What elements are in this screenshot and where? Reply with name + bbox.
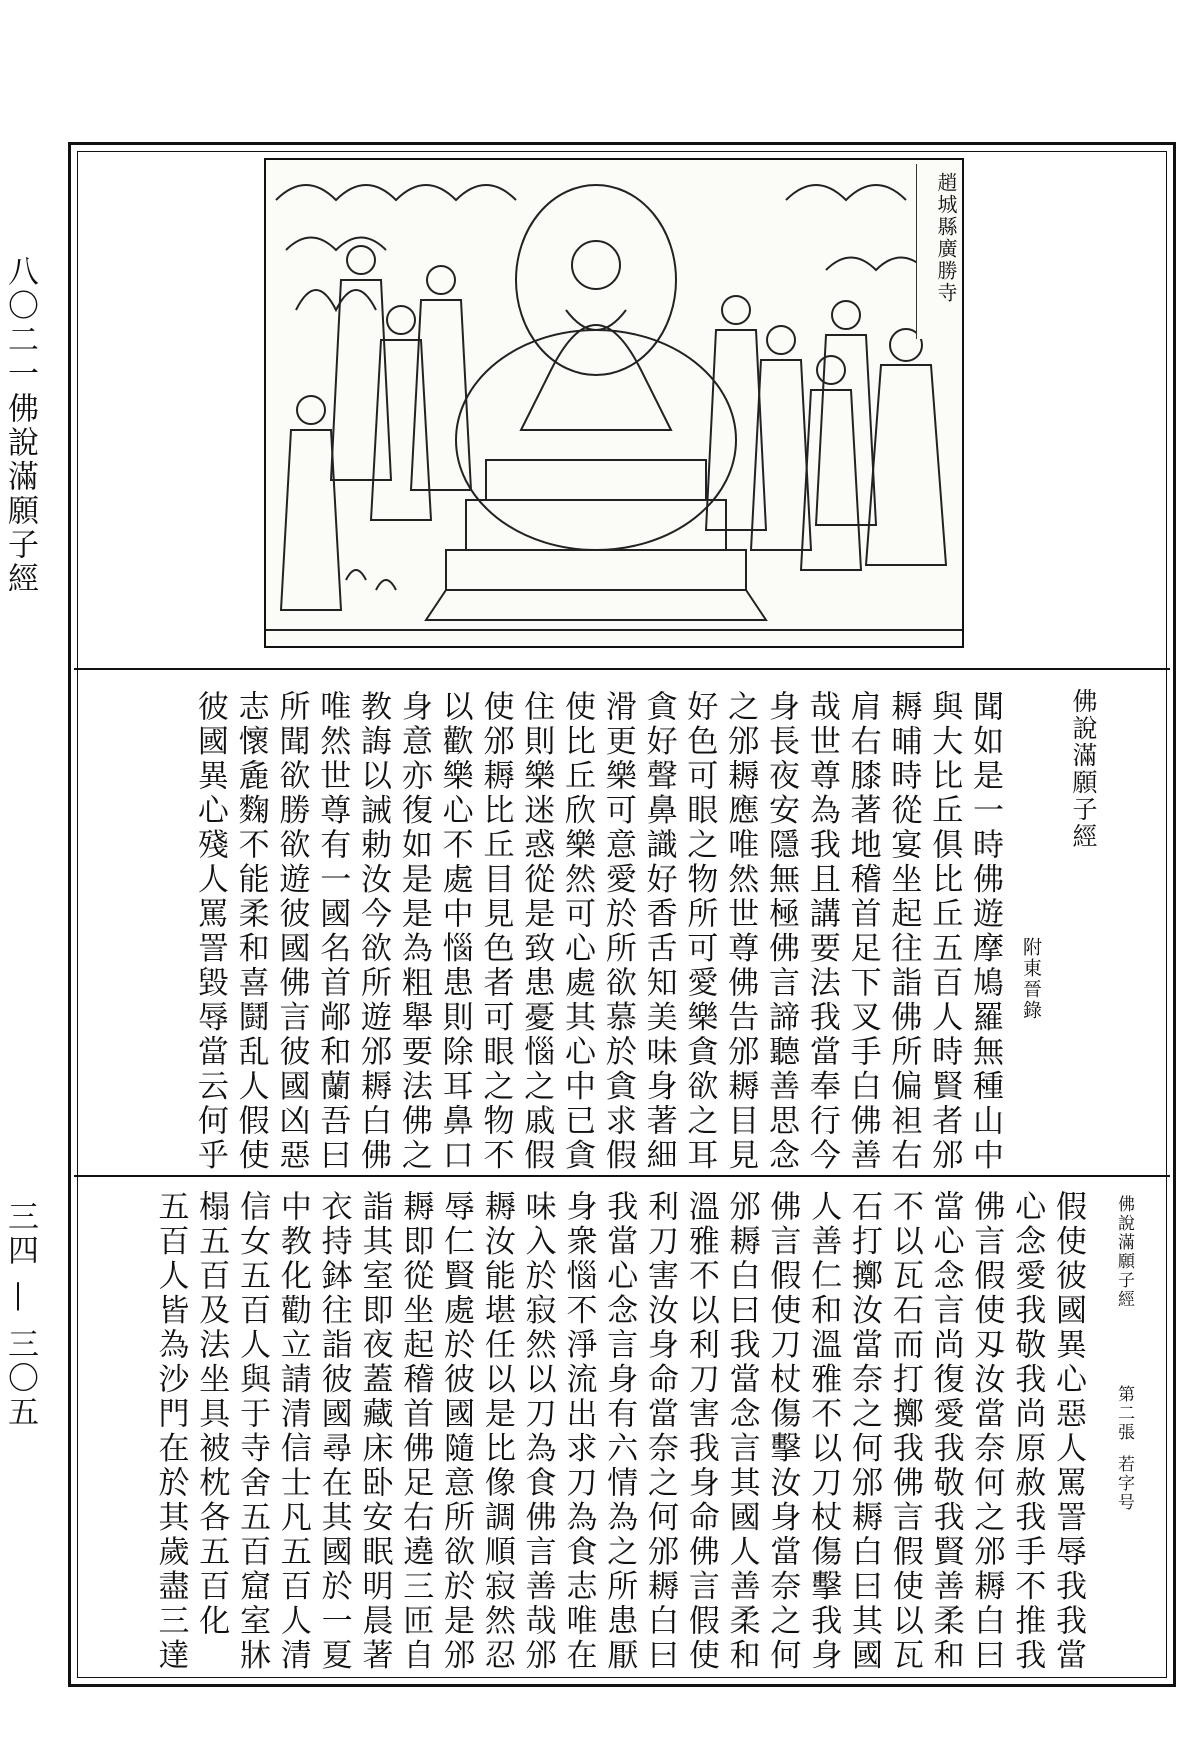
woodblock-illustration xyxy=(264,158,964,648)
text-column: 不以瓦石而打擲我佛言假使以瓦 xyxy=(886,1190,923,1673)
text-column: 身長夜安隱無極佛言諦聽善思念 xyxy=(763,690,800,1173)
text-column: 以歡樂心不處中惱患則除耳鼻口 xyxy=(436,690,473,1173)
text-column: 聞如是一時佛遊摩鳩羅無種山中 xyxy=(967,690,1003,1173)
running-header-page: 第二張 xyxy=(1114,1385,1134,1442)
text-column: 佛言假使刄汝當奈何之邠耨白曰 xyxy=(968,1190,1005,1673)
text-column: 身衆惱不淨流出求刀為食志唯在 xyxy=(560,1190,597,1673)
section2-text xyxy=(150,1190,1088,1673)
text-column: 當心念言尚復愛我敬我賢善柔和 xyxy=(927,1190,964,1673)
text-column: 五百人皆為沙門在於其歲盡三達 xyxy=(152,1190,189,1673)
text-column: 辱仁賢處於彼國隨意所欲於是邠 xyxy=(438,1190,475,1673)
text-column: 身意亦復如是是為粗舉要法佛之 xyxy=(395,690,432,1173)
translator-note: 附東晉錄 xyxy=(1020,937,1042,1021)
text-column: 人善仁和溫雅不以刀杖傷擊我身 xyxy=(805,1190,842,1673)
text-column: 教誨以誡勅汝今欲所遊邠耨白佛 xyxy=(355,690,392,1173)
page-number: 三四 — 三〇五 xyxy=(2,1200,38,1430)
text-column: 心念愛我敬我尚原赦我手不推我 xyxy=(1009,1190,1046,1673)
text-column: 我當心念言身有六情為之所患厭 xyxy=(601,1190,638,1673)
margin-sutra-title: 佛說滿願子經 xyxy=(2,392,38,596)
running-header-title: 佛說滿願子經 xyxy=(1114,1195,1134,1309)
sutra-title-heading: 佛說滿願子經 xyxy=(1069,688,1098,850)
text-column: 使邠耨比丘目見色者可眼之物不 xyxy=(477,690,514,1173)
text-column: 耨即從坐起稽首佛足右遶三匝自 xyxy=(397,1190,434,1673)
text-column: 溫雅不以利刀害我身命佛言假使 xyxy=(682,1190,719,1673)
text-column: 衣持鉢往詣彼國尋在其國於一夏 xyxy=(315,1190,352,1673)
illustration-caption: 趙城縣廣勝寺 xyxy=(916,164,960,339)
text-column: 中教化勸立請清信士凡五百人清 xyxy=(274,1190,311,1673)
text-column: 彼國異心殘人罵詈毀辱當云何乎 xyxy=(191,690,228,1173)
text-column: 哉世尊為我且講要法我當奉行今 xyxy=(803,690,840,1173)
text-column: 味入於寂然以刀為食佛言善哉邠 xyxy=(519,1190,556,1673)
running-header-char: 若字号 xyxy=(1114,1455,1134,1512)
text-column: 住則樂迷惑從是致患憂惱之戚假 xyxy=(518,690,555,1173)
text-column: 信女五百人與于寺舍五百窟室牀 xyxy=(234,1190,271,1673)
buddha-assembly-picture xyxy=(266,160,964,648)
text-column: 貪好聲鼻識好香舌知美味身著細 xyxy=(640,690,677,1173)
text-column: 好色可眼之物所可愛樂貪欲之耳 xyxy=(681,690,718,1173)
text-column: 使比丘欣樂然可心處其心中已貪 xyxy=(559,690,596,1173)
text-column: 耨汝能堪任以是比像調順寂然忍 xyxy=(478,1190,515,1673)
text-column: 榻五百及法坐具被枕各五百化 xyxy=(193,1190,230,1639)
text-column: 利刀害汝身命當奈之何邠耨白曰 xyxy=(642,1190,679,1673)
text-column: 唯然世尊有一國名首䣊和蘭吾曰 xyxy=(314,690,351,1173)
text-column: 所聞欲勝欲遊彼國佛言彼國凶惡 xyxy=(273,690,310,1173)
volume-page-number: 八〇二一 xyxy=(2,255,38,391)
text-column: 佛言假使刀杖傷擊汝身當奈之何 xyxy=(764,1190,801,1673)
section-divider-middle xyxy=(74,1175,1170,1177)
text-column: 石打擲汝當奈之何邠耨白曰其國 xyxy=(846,1190,883,1673)
section-divider-top xyxy=(74,668,1170,670)
text-column: 滑更樂可意愛於所欲慕於貪求假 xyxy=(599,690,636,1173)
text-column: 假使彼國異心惡人罵詈辱我我當 xyxy=(1050,1190,1086,1673)
text-column: 詣其室即夜蓋藏床卧安眠明晨著 xyxy=(356,1190,393,1673)
text-column: 肩右膝著地稽首足下叉手白佛善 xyxy=(844,690,881,1173)
text-column: 志懷麁麴不能柔和喜鬪乱人假使 xyxy=(232,690,269,1173)
text-column: 耨晡時從宴坐起往詣佛所偏袒右 xyxy=(885,690,922,1173)
text-column: 之邠耨應唯然世尊佛告邠耨目見 xyxy=(722,690,759,1173)
text-column: 與大比丘俱比丘五百人時賢者邠 xyxy=(926,690,963,1173)
section1-text xyxy=(189,690,1005,1173)
text-column: 邠耨白曰我當念言其國人善柔和 xyxy=(723,1190,760,1673)
